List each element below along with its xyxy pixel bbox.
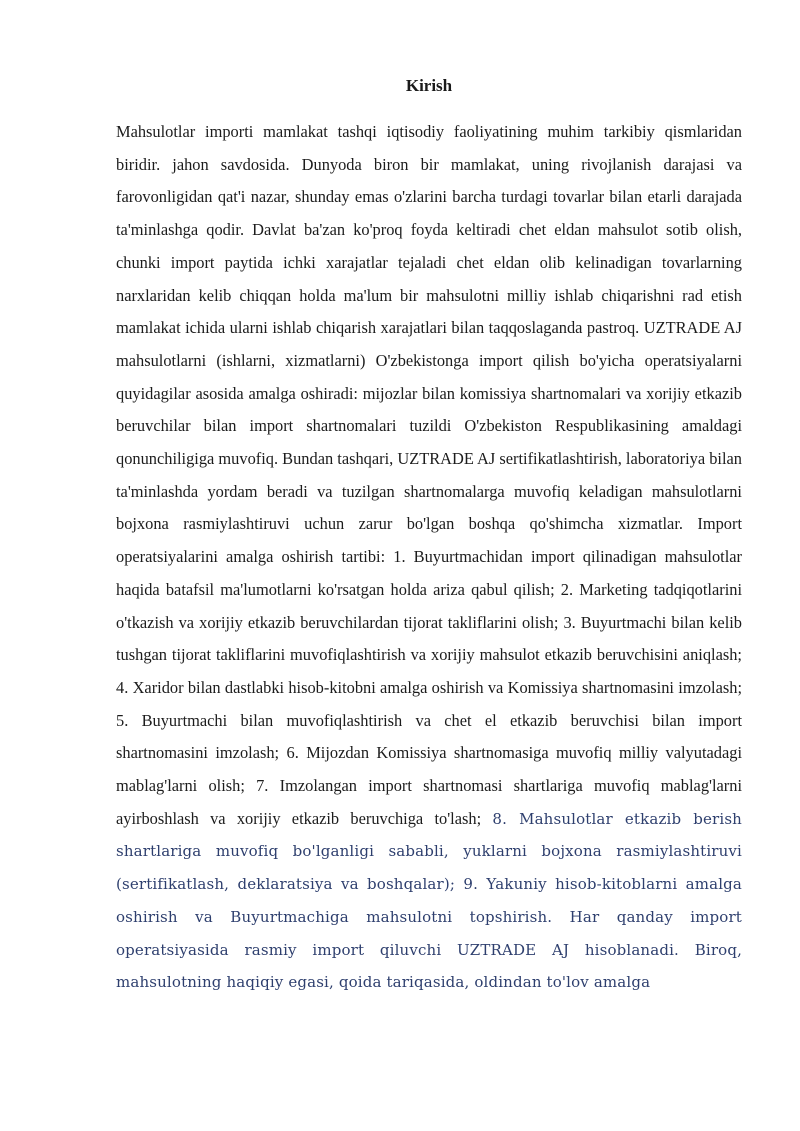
document-body-paragraph — [116, 116, 742, 999]
document-page — [116, 72, 742, 999]
document-title: Kirish — [405, 76, 453, 95]
paragraph-main-text: Mahsulotlar importi mamlakat tashqi iqtisodiy faoliyatining muhim tarkibiy qismlaridan biridir. jahon savdosida. Dunyoda biron bir mamlakat, uning rivojlanish darajasi va farovonligidan qat'i nazar, shunday emas o'zlarini barcha turdagi tovarlar bilan etarli darajada ta'minlashga qodir. Davlat ba'zan ko'proq foyda keltiradi chet eldan mahsulot sotib olish, chunki import paytida ichki xarajatlar tejaladi chet eldan olib kelinadigan tovarlarning narxlaridan kelib chiqqan holda ma'lum bir mahsulotni milliy ishlab chiqarishni rad etish mamlakat ichida ularni ishlab chiqarish xarajatlari bilan taqqoslaganda pastroq. UZTRADE AJ mahsulotlarni (ishlarni, xizmatlarni) O'zbekistonga import qilish bo'yicha operatsiyalarni quyidagilar asosida amalga oshiradi: mijozlar bilan komissiya shartnomalari va xorijiy etkazib beruvchilar bilan import shartnomalari tuzildi O'zbekiston Respublikasining amaldagi qonunchiligiga muvofiq. Bundan tashqari, UZTRADE AJ sertifikatlashtirish, laboratoriya bilan ta'minlashda yordam beradi va tuzilgan shartnomalarga muvofiq keladigan mahsulotlarni bojxona rasmiylashtiruvi uchun zarur bo'lgan boshqa qo'shimcha xizmatlar. Import operatsiyalarini amalga oshirish tartibi: 1. Buyurtmachidan import qilinadigan mahsulotlar haqida batafsil ma'lumotlarni ko'rsatgan holda ariza qabul qilish; 2. Marketing tadqiqotlarini o'tkazish va xorijiy etkazib beruvchilardan tijorat takliflarini olish; 3. Buyurtmachi bilan kelib tushgan tijorat takliflarini muvofiqlashtirish va xorijiy mahsulot etkazib beruvchisini aniqlash; 4. Xaridor bilan dastlabki hisob-kitobni amalga oshirish va Komissiya shartnomasini imzolash; 5. Buyurtmachi bilan muvofiqlashtirish va chet el etkazib beruvchisi bilan import shartnomasini imzolash; 6. Mijozdan Komissiya shartnomasiga muvofiq milliy valyutadagi mablag'larni olish; 7. Imzolangan import shartnomasi shartlariga muvofiq mablag'larni ayirboshlash va xorijiy etkazib beruvchiga to'lash; — [116, 122, 742, 828]
paragraph-continued-text: 8. Mahsulotlar etkazib berish shartlariga muvofiq bo'lganligi sababli, yuklarni bojxona rasmiylashtiruvi (sertifikatlash, deklaratsiya va boshqalar); 9. Yakuniy hisob-kitoblarni amalga oshirish va Buyurtmachiga mahsulotni topshirish. Har qanday import operatsiyasida rasmiy import qiluvchi UZTRADE AJ hisoblanadi. Biroq, mahsulotning haqiqiy egasi, qoida tariqasida, oldindan to'lov amalga — [116, 809, 742, 992]
